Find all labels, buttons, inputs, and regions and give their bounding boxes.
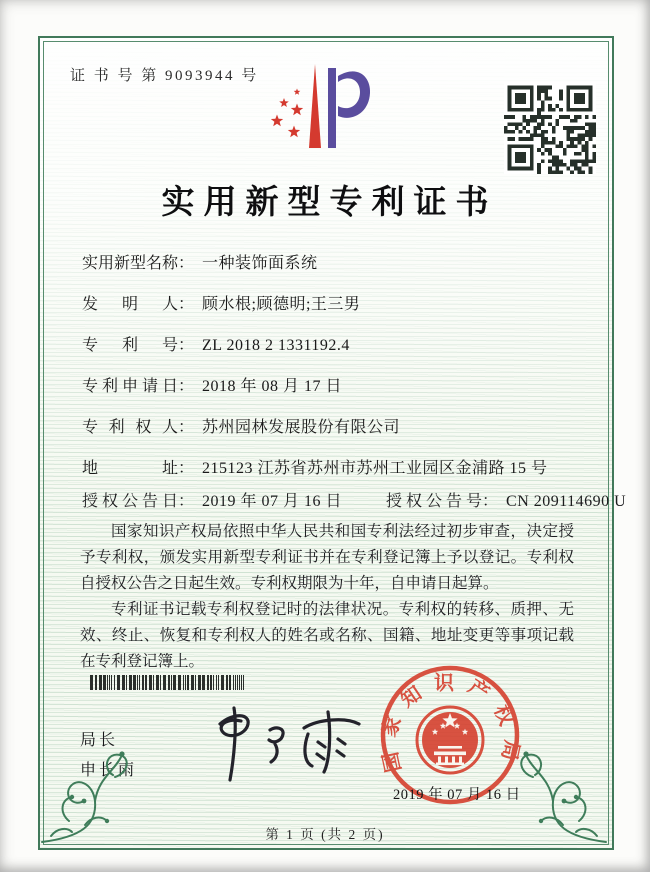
barcode (90, 675, 246, 690)
director-block (80, 726, 137, 786)
field-row-patentee (82, 414, 400, 437)
cnipa-patent-logo-icon (268, 60, 372, 152)
field-colon: ： (178, 296, 195, 313)
field-row-name (82, 250, 318, 273)
field-value-utility-model-name: 一种装饰面系统 (202, 255, 318, 272)
grant-no-value: CN 209114690 U (506, 493, 627, 510)
grant-no-group (386, 493, 626, 510)
field-label: 专利申请日 (82, 378, 178, 395)
page-number-footer: 第 1 页 (共 2 页) (265, 827, 385, 842)
national-emblem-icon (417, 707, 483, 773)
grant-date-value: 2019 年 07 月 16 日 (202, 493, 343, 510)
field-colon: ： (178, 378, 195, 395)
legal-text-block (80, 519, 574, 675)
field-value-inventors: 顾水根;顾德明;王三男 (202, 296, 361, 313)
field-row-filing-date (82, 373, 342, 396)
grant-no-label: 授权公告号 (386, 493, 483, 510)
field-value-patentee: 苏州园林发展股份有限公司 (202, 419, 401, 436)
certificate-title: 实用新型专利证书 (161, 185, 498, 221)
seal-date: 2019 年 07 月 16 日 (393, 787, 521, 803)
grant-date-label: 授权公告日 (82, 493, 178, 510)
field-colon: ： (482, 493, 499, 510)
field-label: 发明人 (82, 296, 178, 313)
seal-text: 国家知识产权局 (377, 672, 523, 775)
logo-stars-icon (271, 89, 303, 138)
field-colon: ： (178, 255, 195, 272)
field-value-filing-date: 2018 年 08 月 17 日 (202, 378, 343, 395)
field-row-address (82, 455, 548, 478)
field-label: 实用新型名称 (82, 255, 179, 272)
field-label: 地址 (82, 460, 178, 477)
field-value-patent-number: ZL 2018 2 1331192.4 (202, 337, 350, 354)
field-label: 专利号 (82, 337, 178, 354)
legal-paragraph-1: 国家知识产权局依照中华人民共和国专利法经过初步审查，决定授予专利权，颁发实用新型专利证书并在专利登记簿上予以登记。专利权自授权公告之日起生效。专利权期限为十年，自申请日起算。 (80, 523, 574, 592)
qr-code (504, 82, 596, 174)
field-label: 专利权人 (82, 419, 178, 436)
director-title: 局长 (80, 732, 119, 749)
field-colon: ： (178, 460, 195, 477)
field-colon: ： (178, 337, 195, 354)
field-colon: ： (178, 493, 195, 510)
director-signature-autograph (196, 704, 368, 786)
field-row-inventor (82, 291, 360, 314)
certificate-number: 证 书 号 第 9093944 号 (70, 68, 259, 84)
director-name: 申长雨 (80, 762, 138, 779)
legal-paragraph-2: 专利证书记载专利权登记时的法律状况。专利权的转移、质押、无效、终止、恢复和专利权人的姓名或名称、国籍、地址变更等事项记载在专利登记簿上。 (80, 601, 574, 670)
field-row-patent-no (82, 332, 350, 355)
grant-row (82, 488, 626, 511)
field-colon: ： (178, 419, 195, 436)
field-value-address: 215123 江苏省苏州市苏州工业园区金浦路 15 号 (202, 460, 548, 477)
